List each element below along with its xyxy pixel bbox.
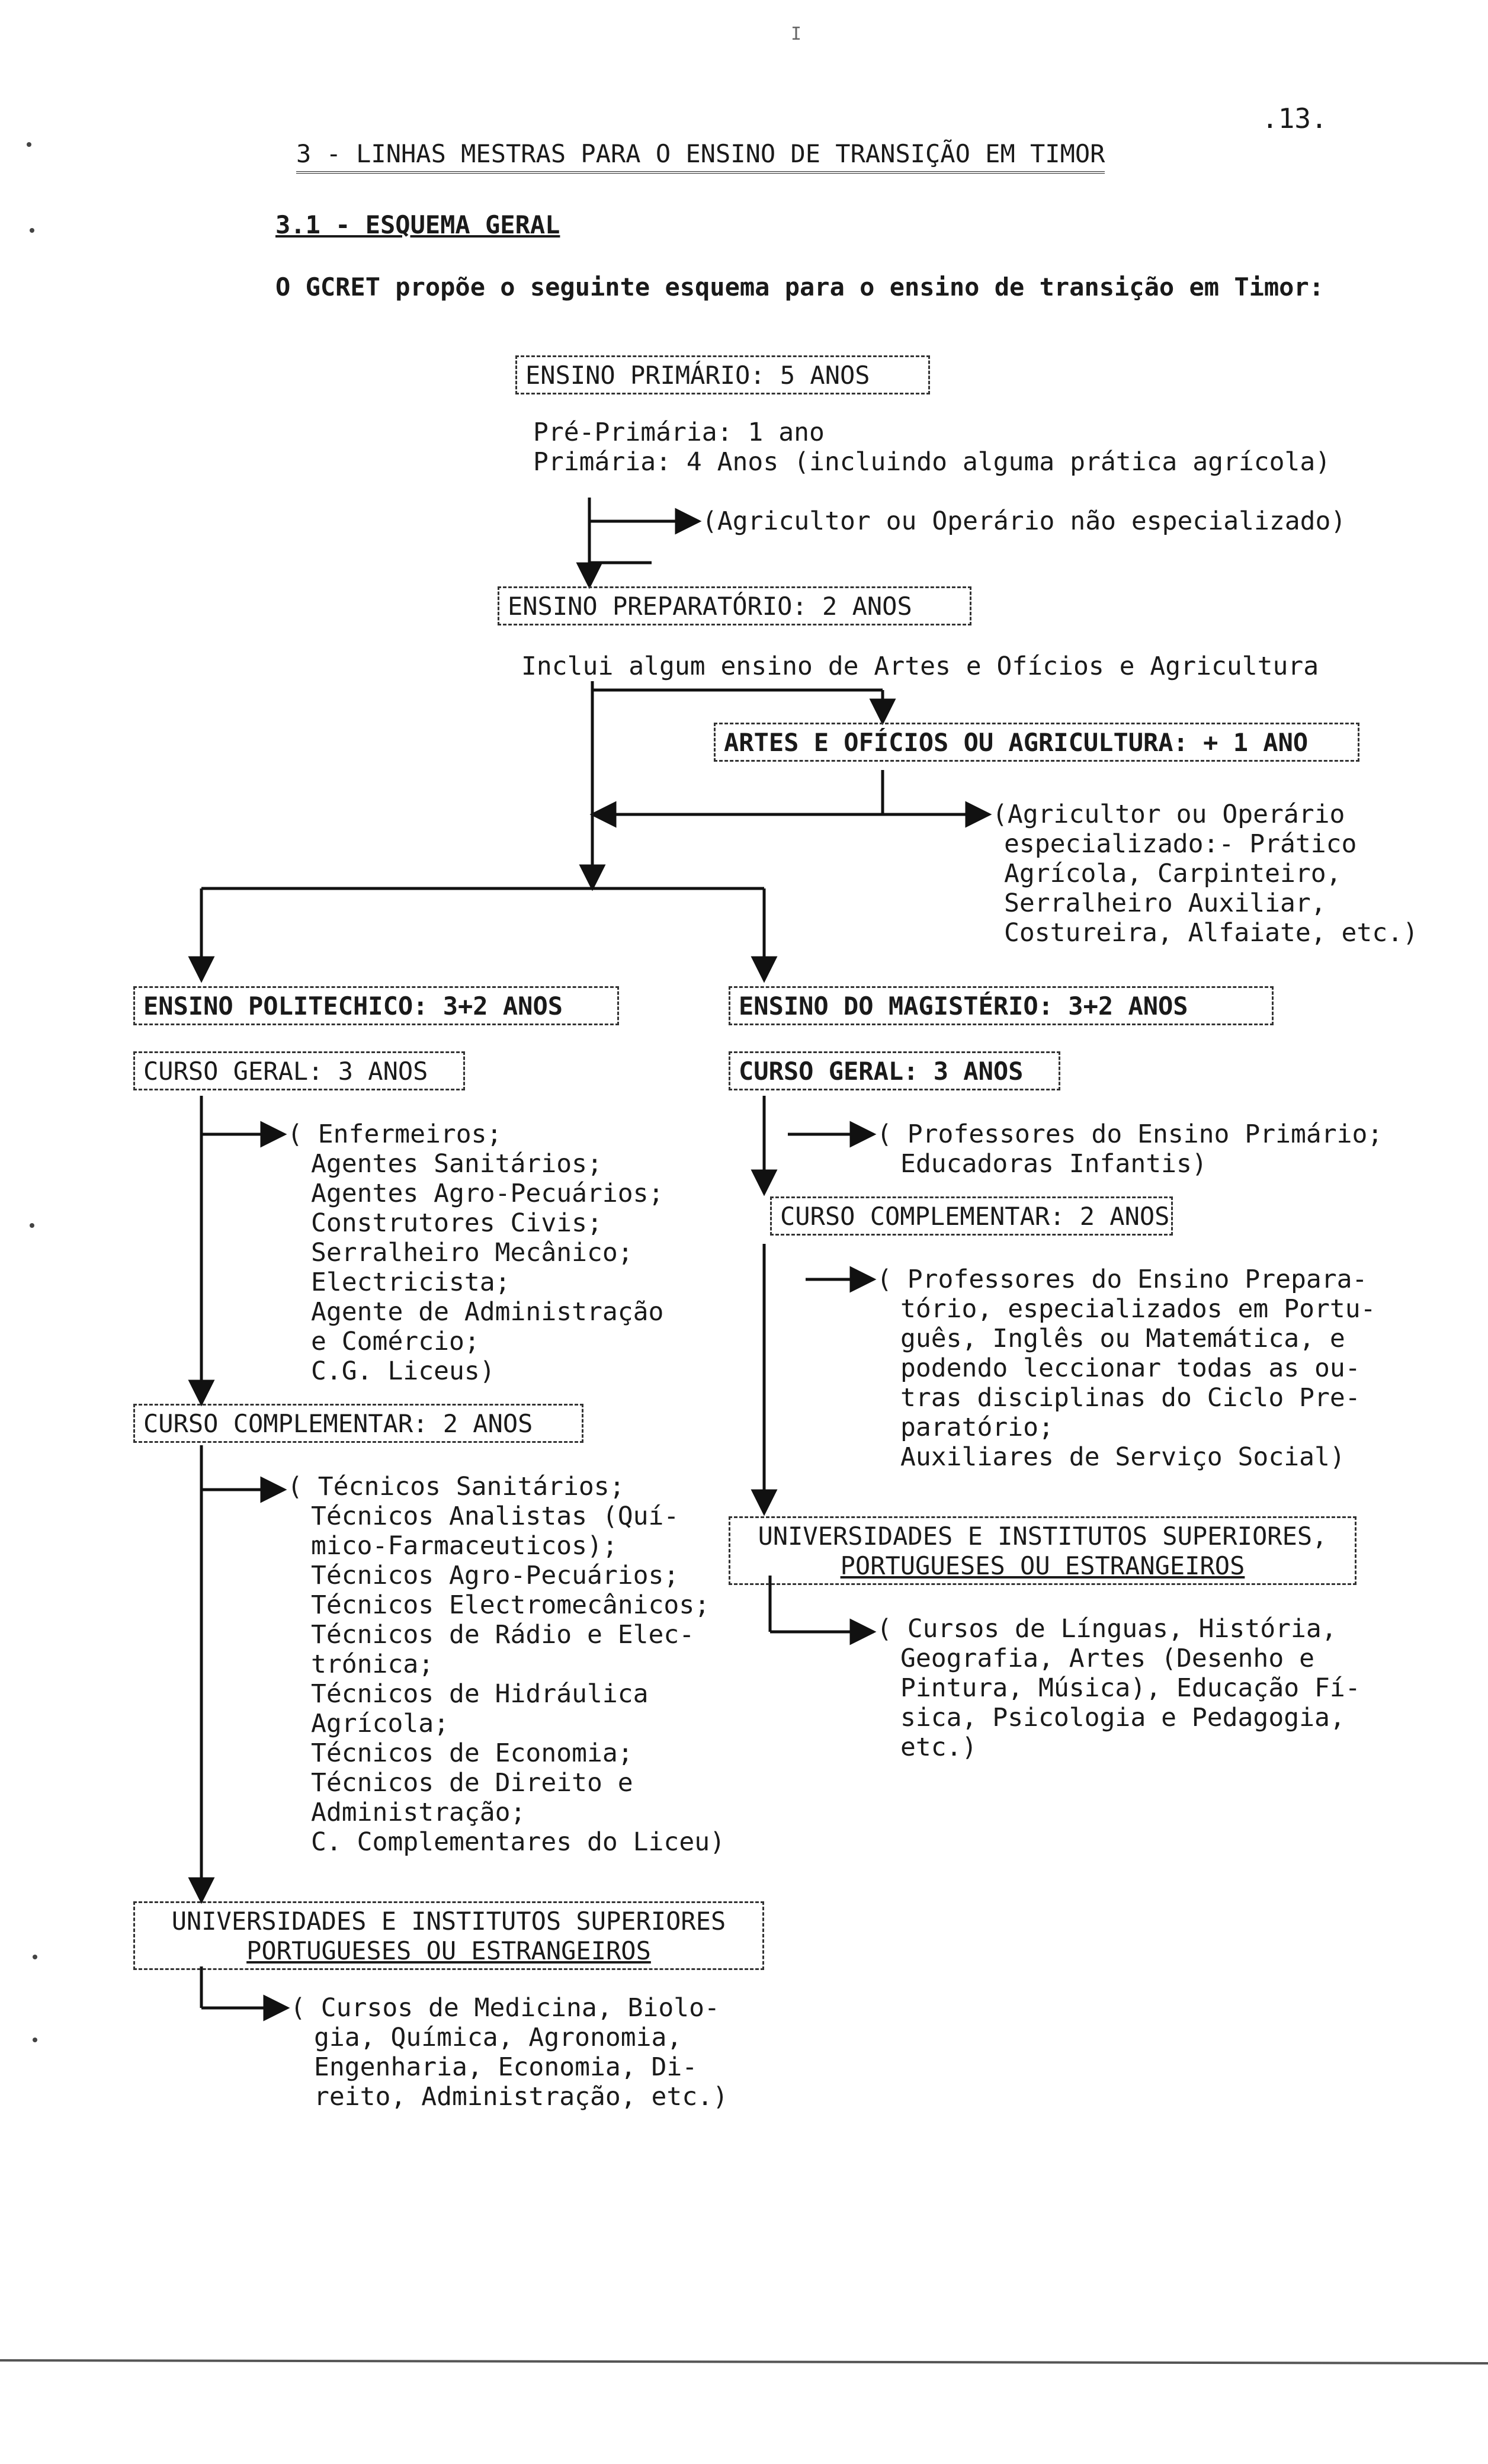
teaching-univ-box: [729, 1516, 1356, 1585]
poly-comp-item-8: Técnicos de Hidráulica: [311, 1679, 649, 1709]
page-number: .13.: [1262, 102, 1327, 134]
poly-comp-item-11: Técnicos de Direito e: [311, 1768, 633, 1798]
teaching-box: [729, 986, 1274, 1025]
teaching-univ-item-5: etc.): [900, 1732, 977, 1762]
teaching-comp-item-5: tras disciplinas do Ciclo Pre-: [900, 1383, 1361, 1413]
poly-comp-item-7: trónica;: [311, 1650, 434, 1679]
margin-speck: [27, 142, 31, 147]
teaching-univ-item-1: ( Cursos de Línguas, História,: [877, 1614, 1337, 1644]
preparatory-box: [498, 586, 971, 625]
poly-general-item-2: Agentes Sanitários;: [311, 1149, 602, 1179]
teaching-general-box: [729, 1051, 1060, 1090]
poly-title: ENSINO POLITECHICO: 3+2 ANOS: [143, 992, 563, 1021]
poly-general-item-8: e Comércio;: [311, 1327, 480, 1356]
poly-general-outcome-list: [287, 1119, 663, 1386]
poly-general-title: CURSO GERAL: 3 ANOS: [143, 1057, 428, 1086]
teaching-comp-box: [770, 1196, 1173, 1236]
poly-comp-outcome-list: [287, 1472, 725, 1857]
teaching-comp-item-4: podendo leccionar todas as ou-: [900, 1353, 1361, 1383]
primary-outcome: (Agricultor ou Operário não especializado): [702, 506, 1346, 536]
poly-comp-item-3: mico-Farmaceuticos);: [311, 1531, 618, 1561]
poly-comp-item-9: Agrícola;: [311, 1709, 449, 1738]
poly-comp-item-12: Administração;: [311, 1798, 526, 1827]
teaching-general-title: CURSO GERAL: 3 ANOS: [739, 1057, 1024, 1086]
preparatory-title: ENSINO PREPARATÓRIO: 2 ANOS: [508, 592, 912, 621]
poly-general-item-6: Electricista;: [311, 1268, 511, 1297]
teaching-univ-outcome-list: [877, 1614, 1361, 1762]
primary-box: [515, 355, 930, 394]
poly-comp-item-6: Técnicos de Rádio e Elec-: [311, 1620, 695, 1650]
arts-outcome-5: Costureira, Alfaiate, etc.): [1004, 918, 1418, 948]
poly-general-item-3: Agentes Agro-Pecuários;: [311, 1179, 664, 1208]
teaching-general-item-2: Educadoras Infantis): [900, 1149, 1207, 1179]
teaching-title: ENSINO DO MAGISTÉRIO: 3+2 ANOS: [739, 992, 1188, 1021]
teaching-comp-item-6: paratório;: [900, 1413, 1054, 1442]
poly-comp-item-13: C. Complementares do Liceu): [311, 1827, 725, 1857]
poly-comp-title: CURSO COMPLEMENTAR: 2 ANOS: [143, 1409, 533, 1438]
teaching-comp-title: CURSO COMPLEMENTAR: 2 ANOS: [780, 1202, 1170, 1231]
poly-univ-outcome-list: [290, 1993, 728, 2112]
poly-general-item-7: Agente de Administração: [311, 1297, 664, 1327]
arts-outcome-1: (Agricultor ou Operário: [992, 800, 1345, 829]
teaching-univ-title-2: PORTUGUESES OU ESTRANGEIROS: [840, 1551, 1245, 1580]
arts-outcome-2: especializado:- Prático: [1004, 829, 1357, 859]
poly-comp-item-1: ( Técnicos Sanitários;: [287, 1472, 625, 1502]
poly-comp-item-2: Técnicos Analistas (Quí-: [311, 1502, 679, 1531]
teaching-univ-item-4: sica, Psicologia e Pedagogia,: [900, 1703, 1345, 1732]
subsection-title: 3.1 - ESQUEMA GERAL: [275, 210, 560, 239]
page-bottom-rule: [0, 2360, 1488, 2363]
teaching-general-outcome-list: [877, 1119, 1383, 1179]
teaching-univ-item-3: Pintura, Música), Educação Fí-: [900, 1673, 1361, 1703]
poly-univ-box: [133, 1901, 764, 1970]
preparatory-note: Inclui algum ensino de Artes e Ofícios e Agricultura: [521, 652, 1319, 681]
poly-comp-item-10: Técnicos de Economia;: [311, 1738, 633, 1768]
poly-box: [133, 986, 619, 1025]
poly-general-item-9: C.G. Liceus): [311, 1356, 495, 1386]
arts-outcome-4: Serralheiro Auxiliar,: [1004, 888, 1326, 918]
teaching-comp-item-1: ( Professores do Ensino Prepara-: [877, 1265, 1368, 1294]
primary-title: ENSINO PRIMÁRIO: 5 ANOS: [525, 361, 870, 390]
poly-univ-item-4: reito, Administração, etc.): [314, 2082, 728, 2112]
poly-comp-item-4: Técnicos Agro-Pecuários;: [311, 1561, 679, 1590]
teaching-general-item-1: ( Professores do Ensino Primário;: [877, 1119, 1383, 1149]
intro-paragraph: O GCRET propõe o seguinte esquema para o ensino de transição em Timor:: [275, 272, 1325, 301]
arts-outcome: [992, 800, 1418, 948]
poly-general-item-4: Construtores Civis;: [311, 1208, 602, 1238]
teaching-comp-item-2: tório, especializados em Portu-: [900, 1294, 1376, 1324]
poly-univ-title-2: PORTUGUESES OU ESTRANGEIROS: [246, 1936, 651, 1965]
arts-outcome-3: Agrícola, Carpinteiro,: [1004, 859, 1342, 888]
section-title: 3 - LINHAS MESTRAS PARA O ENSINO DE TRANSIÇÃO EM TIMOR: [296, 139, 1105, 174]
poly-general-item-5: Serralheiro Mecânico;: [311, 1238, 633, 1268]
poly-univ-title-1: UNIVERSIDADES E INSTITUTOS SUPERIORES: [171, 1907, 726, 1936]
poly-general-box: [133, 1051, 465, 1090]
teaching-univ-title-1: UNIVERSIDADES E INSTITUTOS SUPERIORES,: [758, 1522, 1327, 1551]
poly-univ-item-2: gia, Química, Agronomia,: [314, 2023, 682, 2052]
poly-univ-item-3: Engenharia, Economia, Di-: [314, 2052, 698, 2082]
margin-speck: [33, 1955, 37, 1959]
margin-speck: [33, 2038, 37, 2042]
arts-title: ARTES E OFÍCIOS OU AGRICULTURA: + 1 ANO: [724, 728, 1309, 757]
margin-speck: [30, 228, 34, 233]
teaching-comp-outcome-list: [877, 1265, 1376, 1472]
top-mark: I: [791, 24, 802, 44]
teaching-comp-item-3: guês, Inglês ou Matemática, e: [900, 1324, 1345, 1353]
poly-general-item-1: ( Enfermeiros;: [287, 1119, 502, 1149]
arts-box: [714, 723, 1359, 762]
poly-comp-box: [133, 1404, 583, 1443]
margin-speck: [30, 1223, 34, 1228]
primary-line-1: Pré-Primária: 1 ano: [533, 418, 825, 447]
poly-comp-item-5: Técnicos Electromecânicos;: [311, 1590, 710, 1620]
teaching-comp-item-7: Auxiliares de Serviço Social): [900, 1442, 1345, 1472]
teaching-univ-item-2: Geografia, Artes (Desenho e: [900, 1644, 1314, 1673]
primary-line-2: Primária: 4 Anos (incluindo alguma prática agrícola): [533, 447, 1331, 477]
poly-univ-item-1: ( Cursos de Medicina, Biolo-: [290, 1993, 720, 2023]
